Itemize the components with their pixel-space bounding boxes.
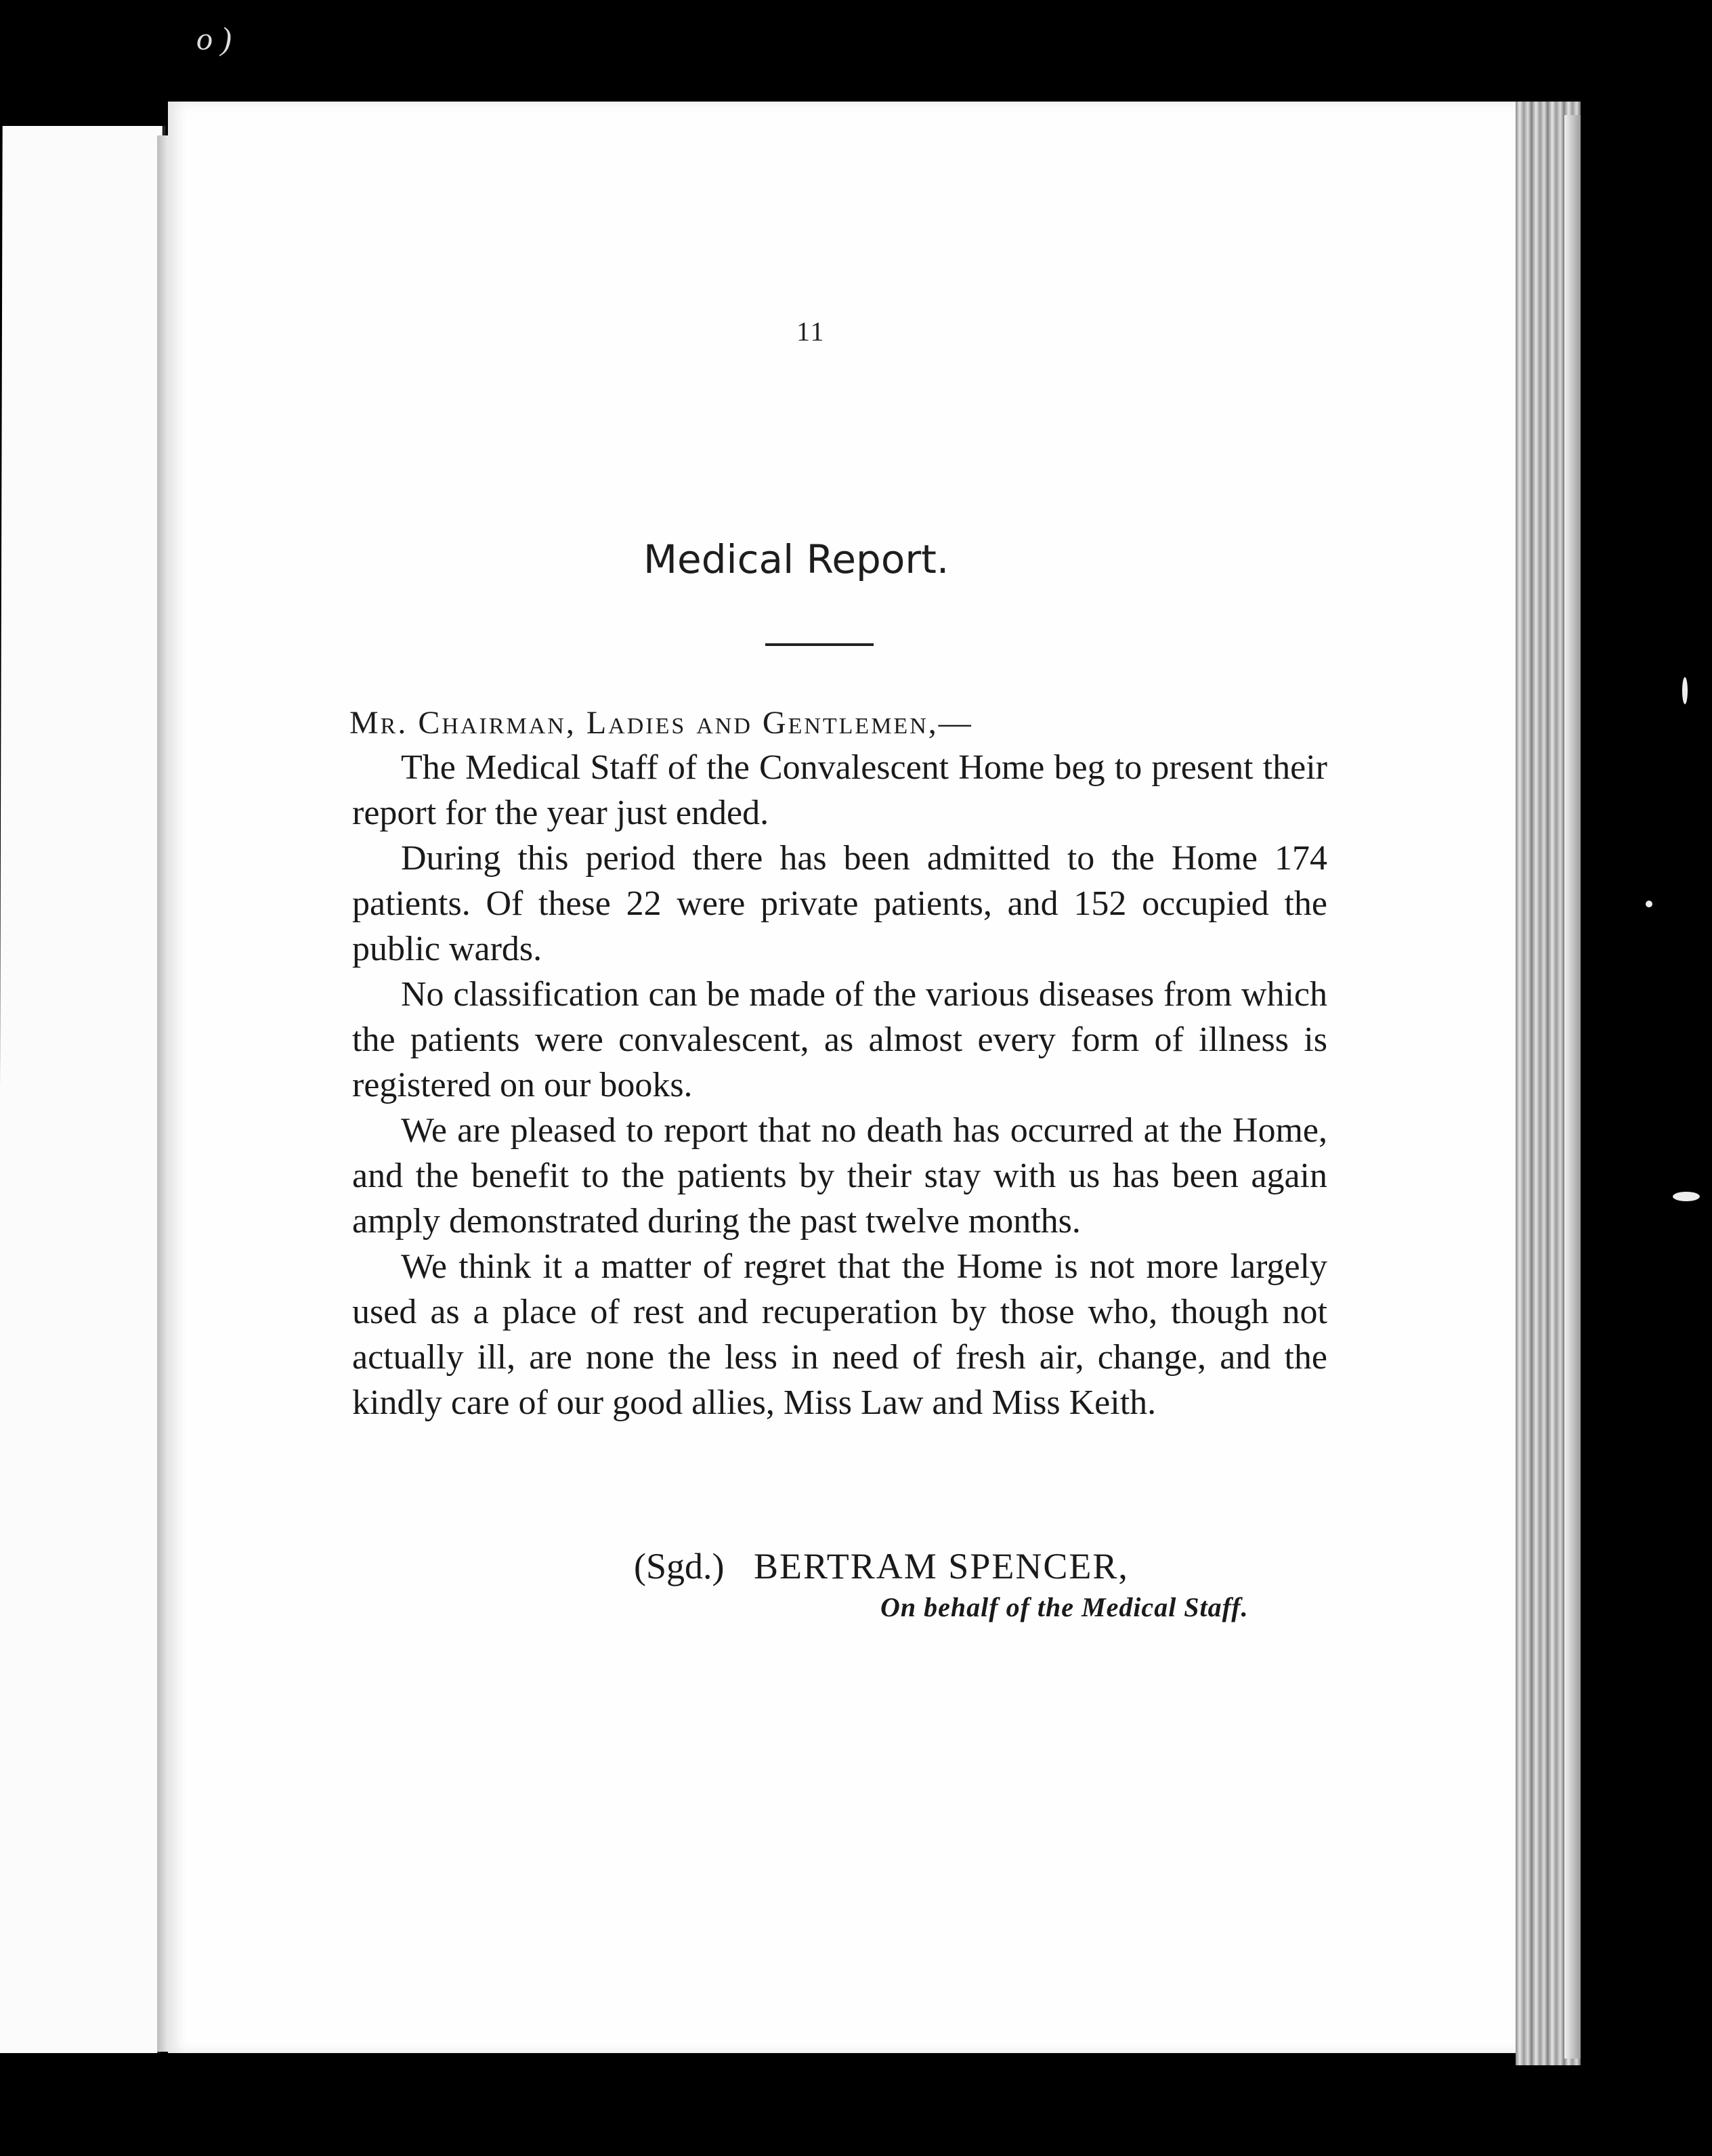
- title-rule: [765, 643, 874, 646]
- scan-speck: [1673, 1192, 1700, 1201]
- report-body: [352, 745, 1327, 1425]
- paragraph-3: No classification can be made of the various diseases from which the patients were convalescent, as almost every form of illness is registered on our books.: [352, 975, 1327, 1104]
- scan-speck: [1646, 901, 1652, 907]
- left-page-edge: [0, 126, 165, 2053]
- paragraph-5: We think it a matter of regret that the Home is not more largely used as a place of rest and recuperation by those who, though not actually ill, are none the less in need of fresh air, change, and the kindly care of our good allies, Miss Law and Miss Keith.: [352, 1247, 1327, 1422]
- paragraph-4: We are pleased to report that no death has occurred at the Home, and the benefit to the patients by their stay with us has been again amply demonstrated during the past twelve months.: [352, 1111, 1327, 1241]
- signature: [634, 1545, 1129, 1587]
- corner-mark: o ): [196, 21, 232, 57]
- page-edge-outer: [1564, 115, 1581, 2058]
- scan-speck: [1682, 677, 1688, 704]
- paragraph-1: The Medical Staff of the Convalescent Home beg to present their report for the year just ended.: [352, 748, 1327, 832]
- signature-caption: On behalf of the Medical Staff.: [880, 1592, 1249, 1622]
- salutation: Mr. Chairman, Ladies and Gentlemen,—: [349, 705, 973, 741]
- page-number: 11: [796, 316, 826, 347]
- paragraph-2: During this period there has been admitted to the Home 174 patients. Of these 22 were private patients, and 152 occupied the public wards.: [352, 839, 1327, 968]
- signatory-name: BERTRAM SPENCER,: [754, 1546, 1129, 1587]
- signature-prefix: (Sgd.): [634, 1546, 725, 1587]
- page-title: Medical Report.: [643, 536, 949, 582]
